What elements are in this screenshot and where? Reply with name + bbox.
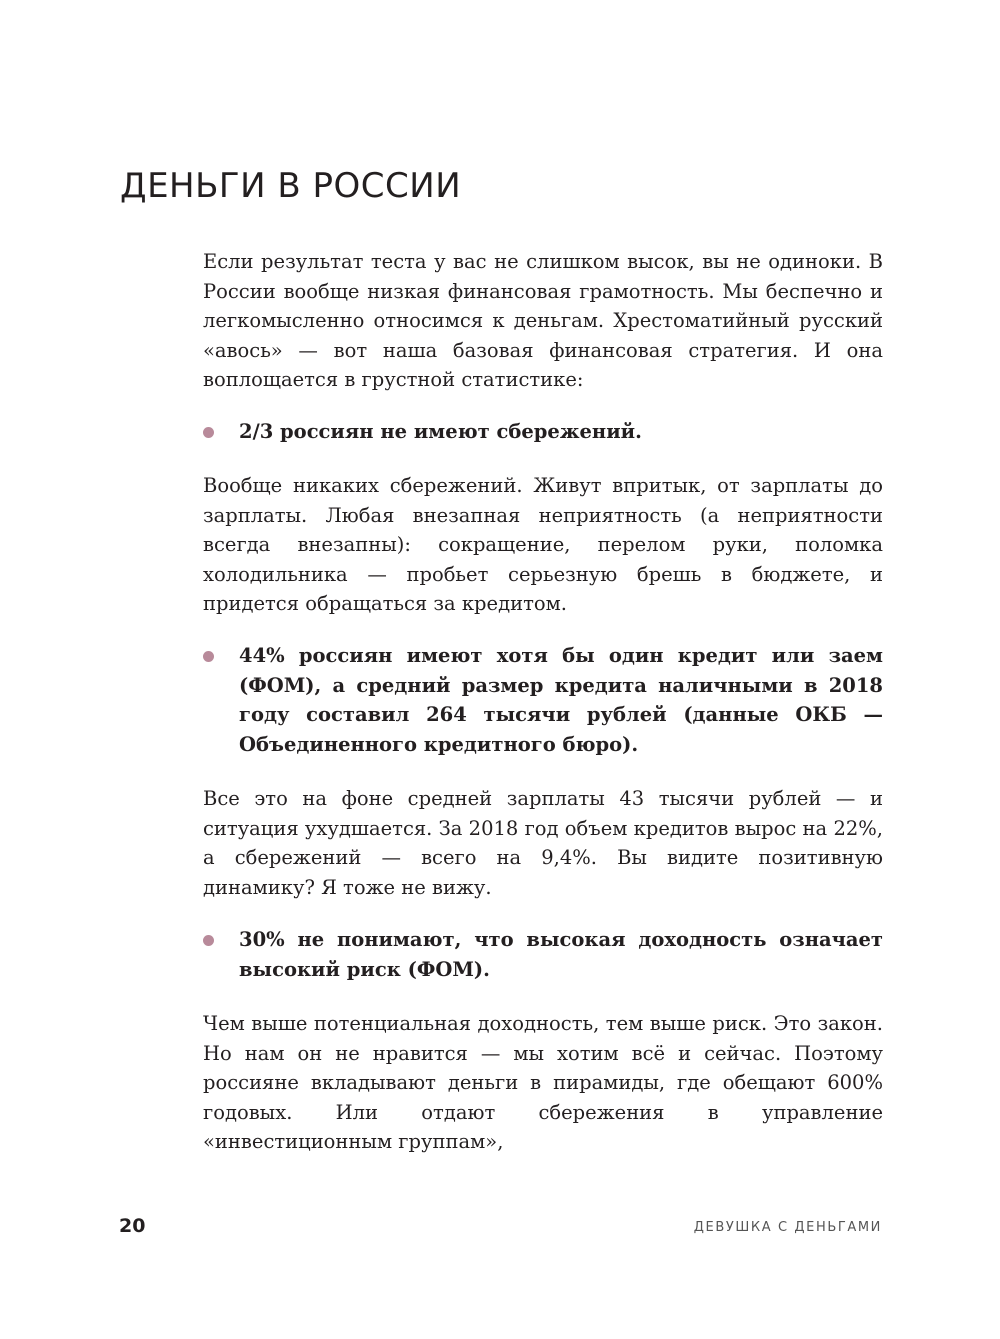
page-title: ДЕНЬГИ В РОССИИ [120, 166, 462, 206]
bullet-dot-icon [203, 427, 214, 438]
paragraph-pyramids: Чем выше потенциальная доходность, тем выше риск. Это закон. Но нам он не нравится — мы хотим всё и сейчас. Поэтому россияне вкладывают деньги в пирамиды, где обещают 600% годовых. Или отдают сбережения в управление «инвестиционным группам», [203, 1012, 883, 1153]
bullet-item-credit [203, 641, 883, 759]
bullet-item-risk [203, 925, 883, 984]
paragraph-no-savings: Вообще никаких сбережений. Живут впритык, от зарплаты до зарплаты. Любая внезапная неприятность (а неприятности всегда внезапны): сокращение, перелом руки, поломка холодильника — пробьет серьезную брешь в бюджете, и придется обращаться за кредитом. [203, 474, 883, 615]
bullet-item-savings [203, 417, 883, 447]
bullet-dot-icon [203, 935, 214, 946]
page-number: 20 [119, 1215, 146, 1237]
bullet-dot-icon [203, 651, 214, 662]
bullet-text: 44% россиян имеют хотя бы один кредит или заем (ФОМ), а средний размер кредита наличными в 2018 году составил 264 тысячи рублей (данные ОКБ — Объединенного кредитного бюро). [239, 644, 883, 756]
paragraph-intro: Если результат теста у вас не слишком высок, вы не одиноки. В России вообще низкая финансовая грамотность. Мы беспечно и легкомысленно относимся к деньгам. Хрестоматийный русский «авось» — вот наша базовая финансовая стратегия. И она воплощается в грустной статистике: [203, 250, 883, 391]
paragraph-salary: Все это на фоне средней зарплаты 43 тысячи рублей — и ситуация ухудшается. За 2018 год объем кредитов вырос на 22%, а сбережений — всего на 9,4%. Вы видите позитивную динамику? Я тоже не вижу. [203, 787, 883, 899]
bullet-text: 2/3 россиян не имеют сбережений. [239, 420, 642, 443]
running-footer: ДЕВУШКА С ДЕНЬГАМИ [693, 1220, 882, 1235]
bullet-text: 30% не понимают, что высокая доходность означает высокий риск (ФОМ). [239, 928, 883, 981]
